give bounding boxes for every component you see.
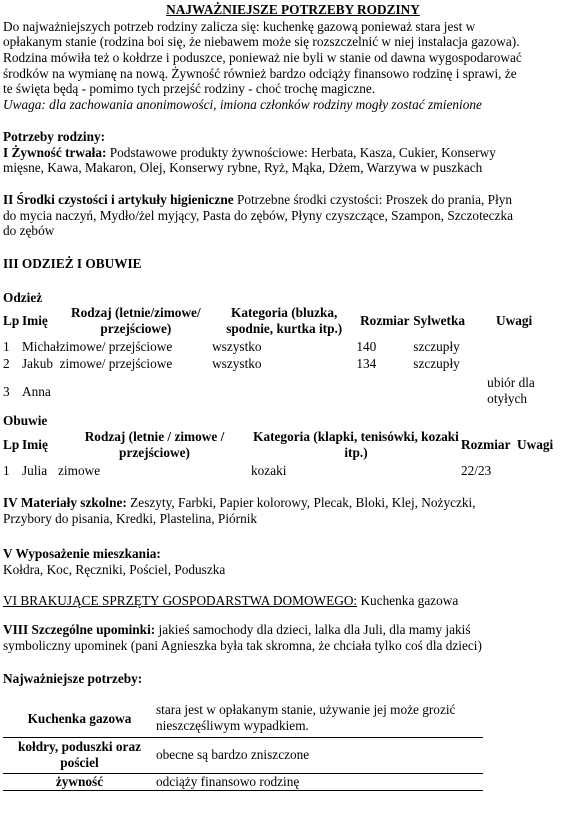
col-header: Rozmiar xyxy=(461,436,511,452)
document-page xyxy=(3,0,583,789)
home-text: Kołdra, Koc, Ręczniki, Pościel, Poduszka xyxy=(3,561,226,577)
gifts-section xyxy=(3,622,578,653)
priority-heading: Najważniejsze potrzeby: xyxy=(3,671,143,686)
priority-item: Kuchenka gazowa xyxy=(3,702,156,737)
col-header: Uwagi xyxy=(495,312,533,328)
cell-category xyxy=(212,375,356,409)
cell-type: zimowe/ przejściowe xyxy=(59,356,173,371)
cell-lp: 2 xyxy=(3,356,10,371)
table-row xyxy=(3,356,551,375)
col-header: Imię xyxy=(21,312,48,328)
school-section xyxy=(3,495,578,526)
intro-line: Do najważniejszych potrzeb rodziny zalicza się: kuchenkę gazową ponieważ stara jest w xyxy=(3,18,476,34)
col-header: Imię xyxy=(22,436,48,452)
cell-size xyxy=(356,375,413,409)
gifts-text: symboliczny upominek (pani Agnieszka była tak skromna, że chciała tylko coś dla dzieci) xyxy=(3,637,482,653)
col-header: Rodzaj (letnie / zimowe / przejściowe) xyxy=(84,428,225,460)
intro-paragraph xyxy=(3,19,583,113)
cell-size: 134 xyxy=(356,356,377,371)
table-row xyxy=(3,461,558,481)
cell-name: Anna xyxy=(21,384,51,400)
hygiene-section xyxy=(3,192,578,239)
cell-lp: 3 xyxy=(3,384,10,400)
appliances-section xyxy=(3,593,578,609)
appliances-label: VI BRAKUJĄCE SPRZĘTY GOSPODARSTWA DOMOWEGO: xyxy=(3,593,358,608)
col-header: Sylwetka xyxy=(413,312,465,328)
gifts-label: VIII Szczególne upominki: xyxy=(3,622,156,637)
col-header: Kategoria (klapki, tenisówki, kozaki itp.) xyxy=(253,428,459,460)
cell-notes: ubiór dla otyłych xyxy=(487,375,535,406)
intro-line: Rodzina mówiła też o kołdrze i poduszce, ponieważ nie byli w stanie od dawna wygospodarować xyxy=(3,50,522,66)
priority-item: żywność xyxy=(3,773,156,790)
clothes-heading: Odzież xyxy=(3,290,43,305)
school-label: IV Materiały szkolne: xyxy=(3,495,127,510)
school-text: Zeszyty, Farbki, Papier kolorowy, Plecak, Bloki, Klej, Nożyczki, xyxy=(126,495,476,510)
cell-category: wszystko xyxy=(212,339,262,354)
clothes-header-row xyxy=(3,304,551,337)
anonymity-note: Uwaga: dla zachowania anonimowości, imiona członków rodziny mogły zostać zmienione xyxy=(3,97,482,113)
cell-build xyxy=(413,375,477,409)
cell-type xyxy=(60,375,212,409)
hygiene-text: do zębów xyxy=(3,223,55,239)
food-text: Podstawowe produkty żywnościowe: Herbata, Kasza, Cukier, Konserwy xyxy=(106,144,496,160)
col-header: Lp xyxy=(3,312,20,328)
table-row xyxy=(3,337,551,356)
intro-line: te święta będą - pomimo tych przejść rodziny - choć trochę magiczne. xyxy=(3,81,376,97)
document-title: NAJWAŻNIEJSZE POTRZEBY RODZINY xyxy=(166,2,420,17)
cell-notes xyxy=(477,356,551,375)
col-header: Rodzaj (letnie/zimowe/ przejściowe) xyxy=(71,304,201,336)
home-label: V Wyposażenie mieszkania: xyxy=(3,546,161,561)
col-header: Rozmiar xyxy=(360,312,410,328)
col-header: Lp xyxy=(3,436,20,452)
priority-reason: obecne są bardzo zniszczone xyxy=(156,737,483,773)
intro-line: opłakanym stanie (rodzina boi się, że niebawem może się rozszczelnić w niej instalacja gazowa). xyxy=(3,34,520,50)
cell-category: wszystko xyxy=(212,356,262,371)
table-row xyxy=(3,737,483,773)
priority-table xyxy=(3,702,483,791)
gifts-text: jakieś samochody dla dzieci, lalka dla Juli, dla mamy jakiś xyxy=(155,622,471,637)
cell-notes xyxy=(517,461,558,481)
food-section xyxy=(3,129,578,176)
shoes-heading: Obuwie xyxy=(3,413,48,428)
cell-type: zimowe xyxy=(58,463,101,478)
table-row xyxy=(3,375,551,409)
intro-line: środków na wymianę na nową. Żywność również bardzo odciąży finansowo rodzinę i sprawi, że xyxy=(3,65,517,81)
cell-build: szczupły xyxy=(413,339,460,354)
cell-name: Michał xyxy=(21,339,60,354)
home-section xyxy=(3,546,578,577)
cell-name: Jakub xyxy=(21,356,53,371)
cell-category: kozaki xyxy=(251,463,287,478)
food-text: mięsne, Kawa, Makaron, Olej, Konserwy rybne, Ryż, Mąka, Dżem, Warzywa w puszkach xyxy=(3,160,483,176)
cell-lp: 1 xyxy=(3,463,10,478)
food-label: I Żywność trwała: xyxy=(3,144,107,160)
cell-name: Julia xyxy=(22,463,48,478)
shoes-table xyxy=(3,428,558,481)
priority-item: kołdry, poduszki oraz pościel xyxy=(3,737,156,773)
shoes-header-row xyxy=(3,428,558,461)
cell-size: 140 xyxy=(356,339,377,354)
cell-size: 22/23 xyxy=(461,463,492,478)
hygiene-text: Potrzebne środki czystości: Proszek do prania, Płyn xyxy=(233,192,513,207)
appliances-text: Kuchenka gazowa xyxy=(357,593,459,608)
cell-type: zimowe/ przejściowe xyxy=(59,339,173,354)
hygiene-label: II Środki czystości i artykuły higieniczne xyxy=(3,192,234,207)
hygiene-text: do mycia naczyń, Mydło/żel myjący, Pasta do zębów, Płyny czyszczące, Szampon, Szczoteczka xyxy=(3,207,514,223)
col-header: Uwagi xyxy=(517,436,554,452)
priority-reason: stara jest w opłakanym stanie, używanie jej może grozić nieszczęśliwym wypadkiem. xyxy=(156,702,483,737)
table-row xyxy=(3,702,483,737)
priority-reason: odciąży finansowo rodzinę xyxy=(156,773,483,790)
clothing-heading: III ODZIEŻ I OBUWIE xyxy=(3,256,142,271)
cell-notes xyxy=(477,337,551,356)
table-row xyxy=(3,773,483,790)
needs-heading: Potrzeby rodziny: xyxy=(3,129,106,144)
cell-build: szczupły xyxy=(413,356,460,371)
school-text: Przybory do pisania, Kredki, Plastelina, Piórnik xyxy=(3,510,258,526)
col-header: Kategoria (bluzka, spodnie, kurtka itp.) xyxy=(226,304,343,336)
clothes-table xyxy=(3,304,551,409)
cell-lp: 1 xyxy=(3,339,10,354)
